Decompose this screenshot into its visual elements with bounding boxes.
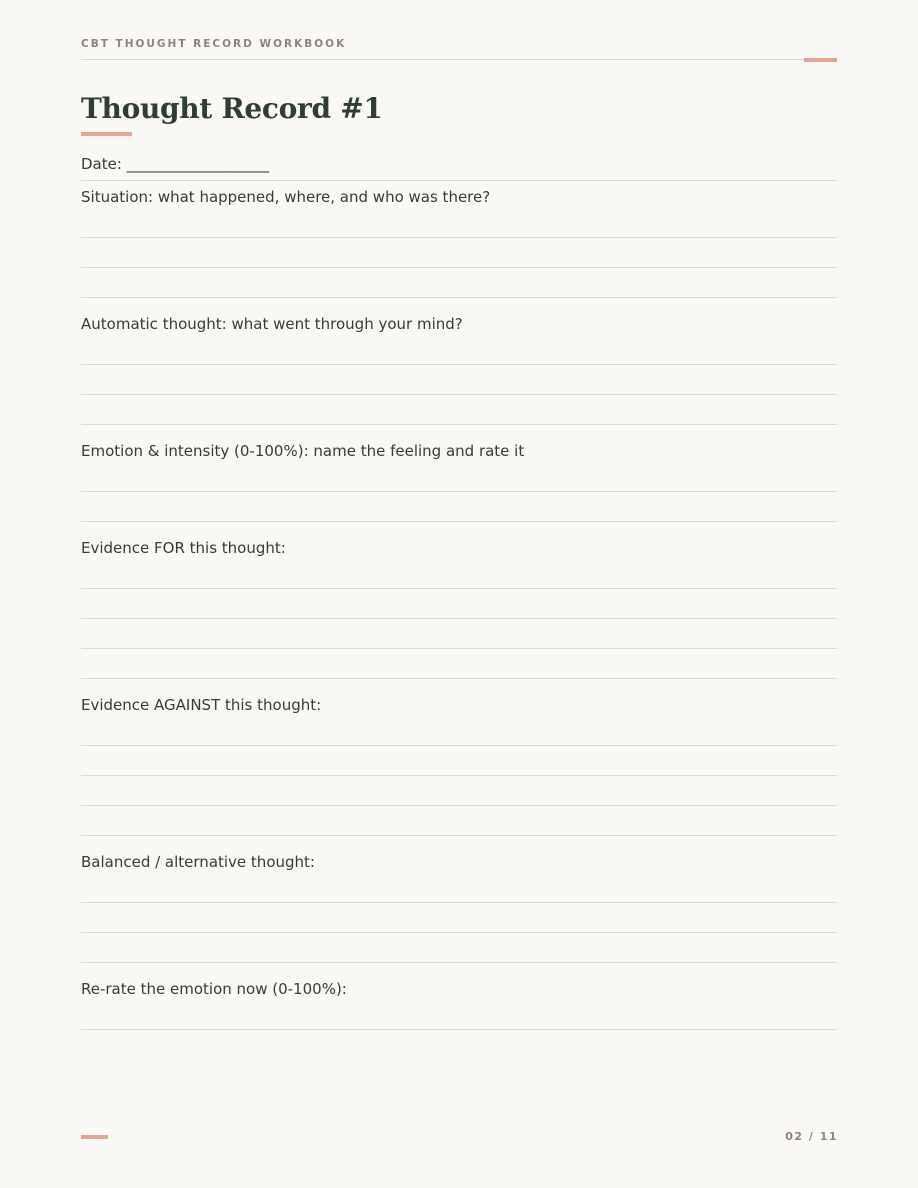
header-accent-bar [804,58,837,62]
date-field[interactable]: Date: ___________________ [81,155,270,173]
balanced-thought-prompt: Balanced / alternative thought: [81,853,315,871]
writing-line[interactable] [81,1029,837,1030]
writing-line[interactable] [81,297,837,298]
writing-line[interactable] [81,618,837,619]
header-divider [81,59,837,60]
writing-line[interactable] [81,237,837,238]
evidence-for-prompt: Evidence FOR this thought: [81,539,286,557]
writing-line[interactable] [81,588,837,589]
workbook-header-label: CBT THOUGHT RECORD WORKBOOK [81,38,347,50]
writing-line[interactable] [81,902,837,903]
evidence-against-prompt: Evidence AGAINST this thought: [81,696,322,714]
writing-line[interactable] [81,364,837,365]
footer-accent-bar [81,1135,108,1139]
writing-line[interactable] [81,491,837,492]
writing-line[interactable] [81,678,837,679]
date-underline [81,180,837,181]
writing-line[interactable] [81,962,837,963]
rerate-emotion-prompt: Re-rate the emotion now (0-100%): [81,980,347,998]
situation-prompt: Situation: what happened, where, and who was there? [81,188,491,206]
page-title: Thought Record #1 [81,92,383,125]
writing-line[interactable] [81,424,837,425]
writing-line[interactable] [81,521,837,522]
writing-line[interactable] [81,932,837,933]
writing-line[interactable] [81,267,837,268]
title-accent-underline [81,132,132,136]
writing-line[interactable] [81,394,837,395]
writing-line[interactable] [81,835,837,836]
writing-line[interactable] [81,775,837,776]
automatic-thought-prompt: Automatic thought: what went through your mind? [81,315,463,333]
writing-line[interactable] [81,648,837,649]
writing-line[interactable] [81,805,837,806]
writing-line[interactable] [81,745,837,746]
emotion-intensity-prompt: Emotion & intensity (0-100%): name the feeling and rate it [81,442,525,460]
page-number: 02 / 11 [785,1130,838,1143]
